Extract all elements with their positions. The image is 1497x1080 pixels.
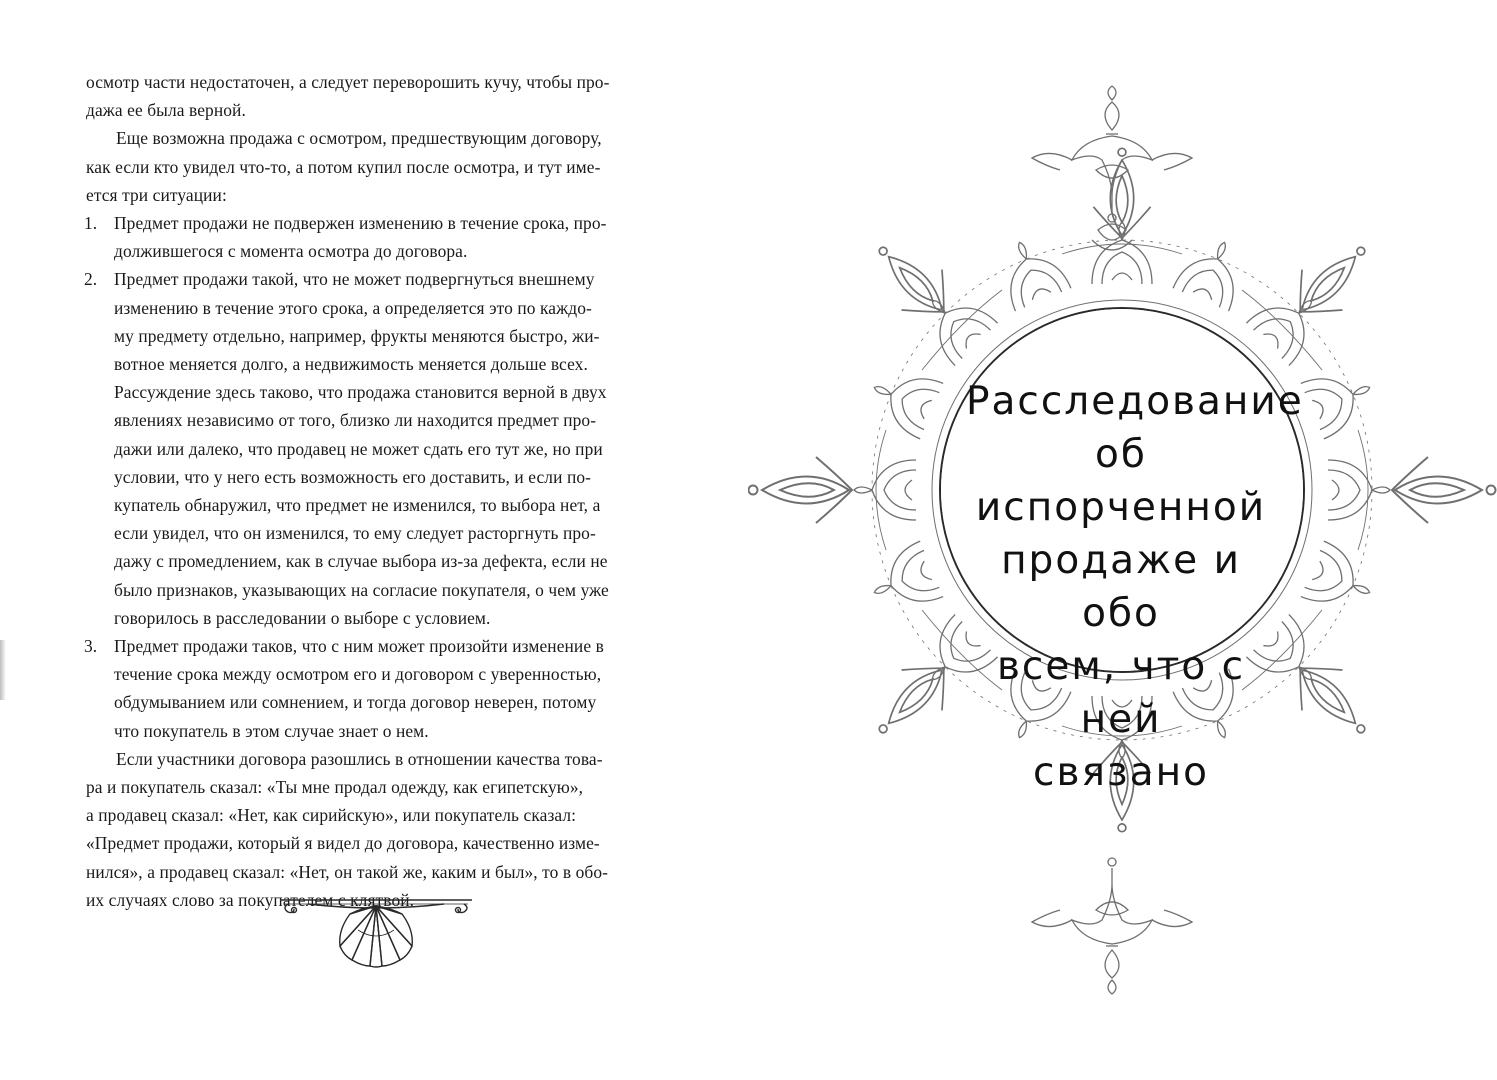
page-edge-shadow	[0, 640, 6, 700]
list-number: 1.	[84, 213, 98, 234]
text-line: «Предмет продажи, который я видел до договора, качественно изме-	[86, 833, 600, 854]
text-line: как если кто увидел что-то, а потом купил после осмотра, и тут име-	[86, 156, 601, 177]
list-line: обдумыванием или сомнением, и тогда договор неверен, потому	[114, 692, 597, 713]
list-line: было признаков, указывающих на согласие покупателя, о чем уже	[114, 579, 609, 600]
list-number: 3.	[84, 636, 98, 657]
list-line: Предмет продажи такой, что не может подвергнуться внешнему	[114, 269, 595, 290]
list-line: Предмет продажи не подвержен изменению в течение срока, про-	[114, 213, 607, 234]
text-line: Еще возможна продажа с осмотром, предшествующим договору,	[116, 128, 602, 149]
title-line: всем, что с ней	[996, 644, 1246, 742]
list-line: если увидел, что он изменился, то ему следует расторгнуть про-	[114, 523, 596, 544]
list-line: изменению в течение этого срока, а определяется это по каждо-	[114, 297, 592, 318]
text-line: ется три ситуации:	[86, 184, 227, 205]
list-line: дажи или далеко, что продавец не может сдать его тут же, но при	[114, 438, 603, 459]
text-line: осмотр части недостаточен, а следует переворошить кучу, чтобы про-	[86, 72, 610, 92]
list-line: условии, что у него есть возможность его доставить, и если по-	[114, 466, 592, 487]
list-line: явлениях независимо от того, близко ли находится предмет про-	[114, 410, 597, 431]
text-line: их случаях слово за покупателем с клятвой.	[86, 889, 415, 910]
title-line: продаже и обо	[1001, 538, 1241, 636]
title-line: об испорченной	[975, 432, 1267, 530]
text-line: дажа ее была верной.	[86, 100, 246, 121]
title-line: связано	[1033, 750, 1209, 795]
text-line: нился», а продавец сказал: «Нет, он такой же, каким и был», то в обо-	[86, 861, 609, 882]
list-line: му предмету отдельно, например, фрукты меняются быстро, жи-	[114, 325, 600, 346]
list-line: Предмет продажи таков, что с ним может произойти изменение в	[114, 636, 604, 657]
list-line: Рассуждение здесь таково, что продажа становится верной в двух	[114, 382, 607, 403]
list-item	[86, 209, 676, 265]
list-line: вотное меняется долго, а недвижимость меняется дольше всех.	[114, 354, 588, 375]
list-number: 2.	[84, 269, 98, 290]
text-line: Если участники договора разошлись в отношении качества това-	[116, 748, 603, 769]
right-page	[748, 0, 1497, 1080]
list-item	[86, 632, 676, 745]
title-line: Расследование	[966, 379, 1304, 424]
left-page	[0, 0, 748, 1080]
text-line: ра и покупатель сказал: «Ты мне продал одежду, как египетскую»,	[86, 777, 584, 798]
list-line: говорилось в расследовании о выборе с условием.	[114, 607, 491, 628]
list-line: течение срока между осмотром его и договором с уверенностью,	[114, 664, 602, 685]
list-item	[86, 265, 676, 632]
chapter-title	[966, 375, 1304, 799]
text-line: а продавец сказал: «Нет, как сирийскую», или покупатель сказал:	[86, 805, 577, 826]
list-line: что покупатель в этом случае знает о нем.	[114, 720, 429, 741]
body-text	[86, 68, 676, 914]
list-line: дажу с промедлением, как в случае выбора из-за дефекта, если не	[114, 551, 608, 572]
list-line: купатель обнаружил, что предмет не изменился, то выбора нет, а	[114, 495, 601, 516]
list-line: должившегося с момента осмотра до договора.	[114, 241, 468, 262]
fan-tailpiece-icon	[278, 890, 474, 970]
situations-list	[86, 209, 676, 745]
